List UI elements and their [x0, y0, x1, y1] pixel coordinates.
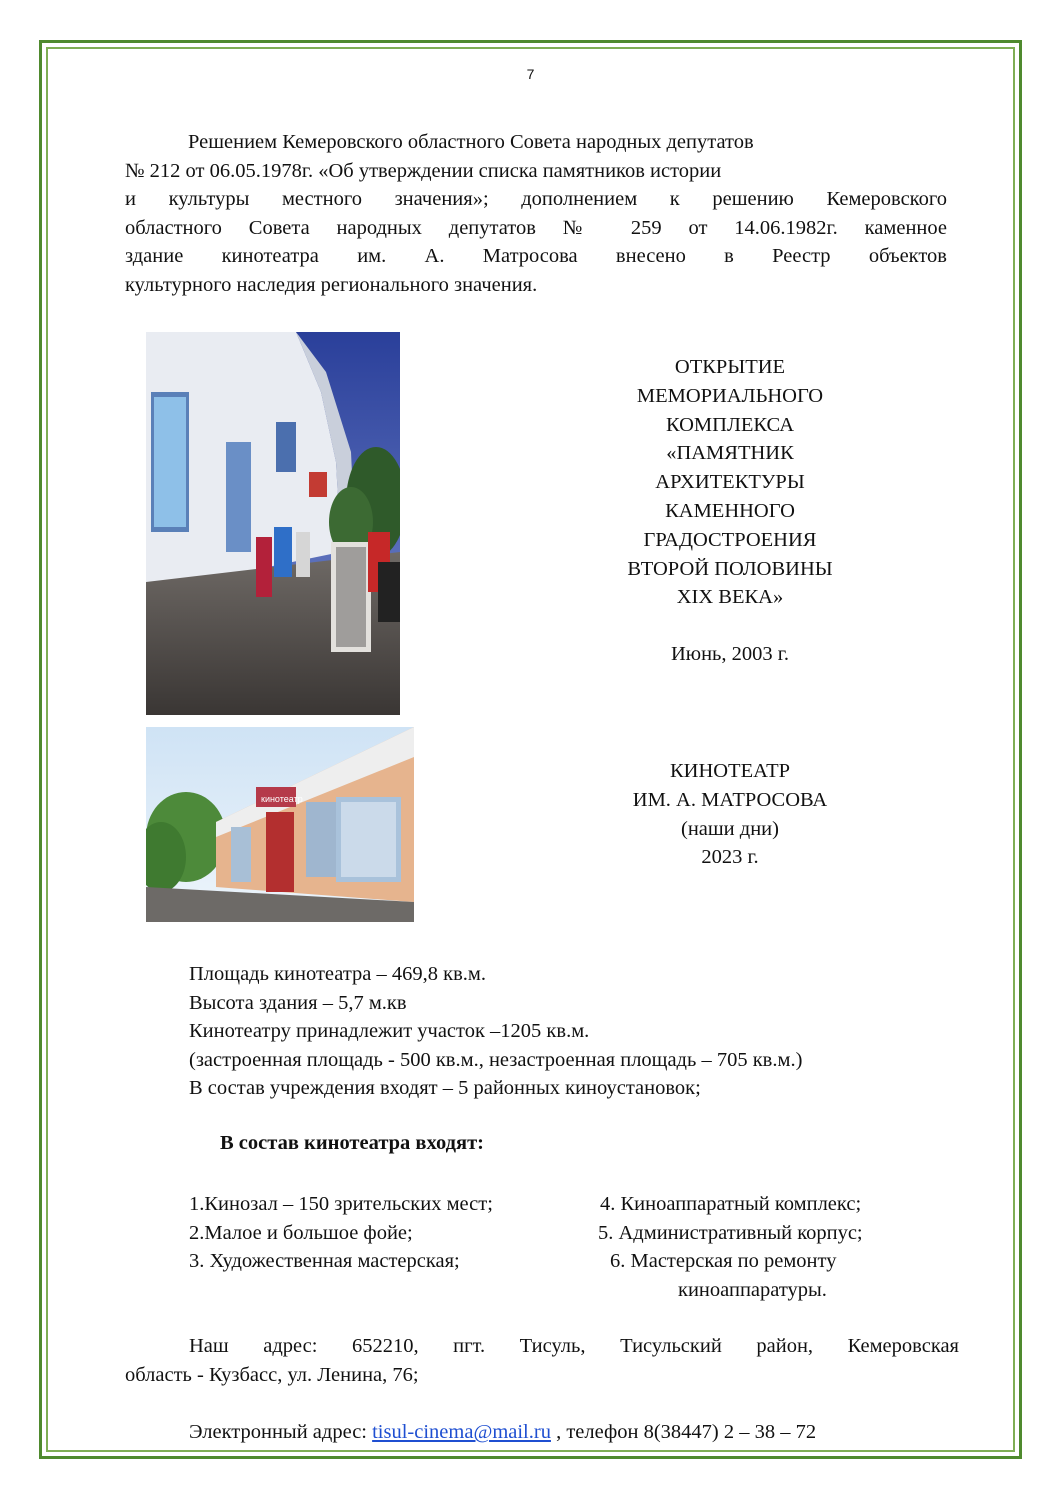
composition-heading: В состав кинотеатра входят:	[220, 1132, 484, 1154]
address-line: Наш адрес: 652210, пгт. Тисуль, Тисульский район, Кемеровская	[189, 1335, 959, 1357]
composition-item: 3. Художественная мастерская;	[189, 1250, 460, 1272]
page-number: 7	[526, 66, 535, 82]
caption-line: КАМЕННОГО	[665, 499, 795, 522]
email-link[interactable]: tisul-cinema@mail.ru	[372, 1421, 551, 1443]
intro-line: № 212 от 06.05.1978г. «Об утверждении списка памятников истории	[125, 159, 722, 182]
intro-line: культурного наследия регионального значения.	[125, 273, 538, 296]
photo-cinema-today	[146, 727, 414, 922]
fact-item: Кинотеатру принадлежит участок –1205 кв.м.	[189, 1020, 590, 1042]
caption-line: ОТКРЫТИЕ	[674, 356, 786, 378]
caption-cinema	[575, 757, 885, 872]
caption-line: КОМПЛЕКСА	[665, 413, 795, 436]
composition-item: киноаппаратуры.	[678, 1278, 827, 1301]
fact-item: В состав учреждения входят – 5 районных киноустановок;	[189, 1077, 701, 1099]
caption-opening	[575, 353, 885, 669]
caption-date: Июнь, 2003 г.	[670, 643, 790, 666]
intro-line: Решением Кемеровского областного Совета народных депутатов	[188, 131, 754, 153]
caption-line: «ПАМЯТНИК	[666, 442, 794, 465]
address-line: область - Кузбасс, ул. Ленина, 76;	[125, 1363, 419, 1386]
composition-right-column	[598, 1190, 938, 1304]
composition-item: 5. Административный корпус;	[598, 1221, 863, 1244]
cinema-sign: кинотеатр	[261, 794, 303, 804]
intro-paragraph	[125, 128, 947, 299]
caption-line: (наши дни)	[681, 817, 779, 840]
contacts-line	[189, 1418, 816, 1447]
intro-line: здание кинотеатра им. А. Матросова внесено в Реестр объектов	[125, 245, 947, 267]
caption-line: ИМ. А. МАТРОСОВА	[632, 788, 828, 811]
photo-opening-ceremony	[146, 332, 400, 715]
caption-line: XIX ВЕКА»	[676, 586, 784, 609]
composition-item: 2.Малое и большое фойе;	[189, 1221, 413, 1244]
caption-line: ГРАДОСТРОЕНИЯ	[643, 528, 817, 551]
intro-line: областного Совета народных депутатов № 259 от 14.06.1982г. каменное	[125, 216, 947, 239]
caption-line: КИНОТЕАТР	[669, 760, 791, 782]
address-paragraph	[125, 1332, 959, 1389]
caption-line: 2023 г.	[701, 846, 759, 869]
email-label: Электронный адрес:	[189, 1421, 373, 1443]
composition-item: 6. Мастерская по ремонту	[610, 1250, 837, 1272]
caption-line: АРХИТЕКТУРЫ	[655, 471, 805, 494]
composition-item: 1.Кинозал – 150 зрительских мест;	[189, 1193, 493, 1215]
phone-text: , телефон 8(38447) 2 – 38 – 72	[550, 1421, 817, 1443]
composition-left-column	[189, 1190, 609, 1276]
intro-line: и культуры местного значения»; дополнением к решению Кемеровского	[125, 188, 947, 210]
caption-line: МЕМОРИАЛЬНОГО	[636, 384, 824, 407]
fact-item: (застроенная площадь - 500 кв.м., незастроенная площадь – 705 кв.м.)	[189, 1048, 803, 1071]
caption-line: ВТОРОЙ ПОЛОВИНЫ	[627, 557, 833, 580]
fact-item: Площадь кинотеатра – 469,8 кв.м.	[189, 963, 486, 985]
facts-list	[189, 960, 969, 1103]
fact-item: Высота здания – 5,7 м.кв	[189, 991, 407, 1014]
composition-item: 4. Киноаппаратный комплекс;	[600, 1193, 862, 1215]
